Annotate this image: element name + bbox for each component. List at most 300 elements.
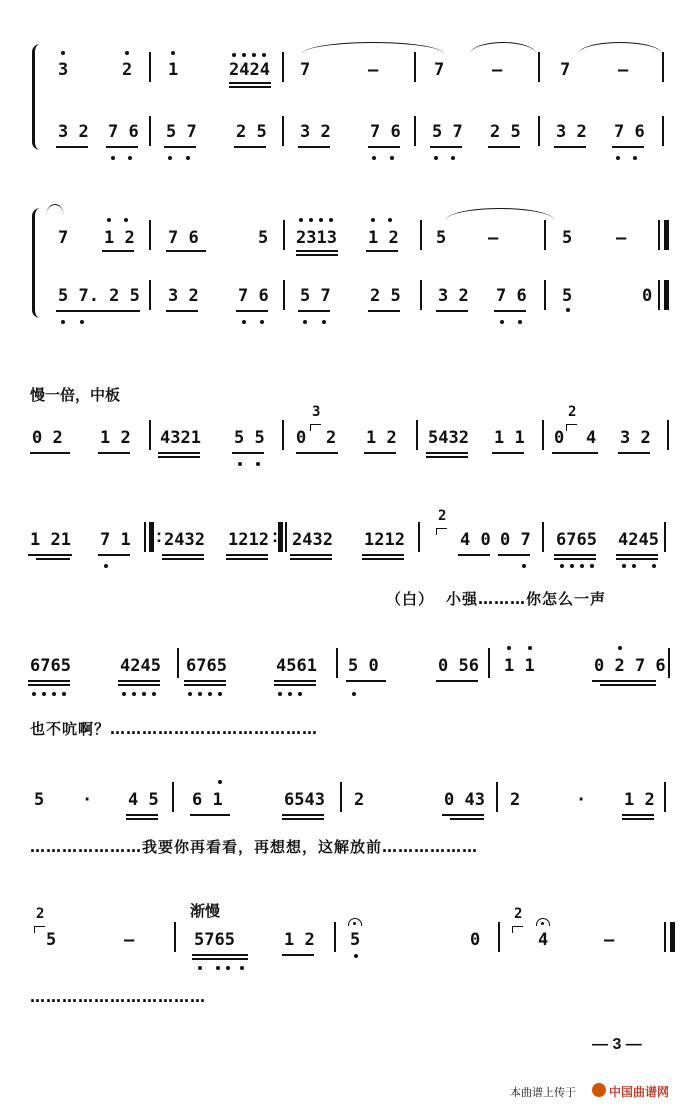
note: 2 xyxy=(326,428,337,448)
octave-dot xyxy=(652,564,656,568)
note: 5 7 xyxy=(166,122,197,142)
barline xyxy=(174,922,176,952)
underline xyxy=(494,310,526,312)
ritardando-marking: 渐慢 xyxy=(190,902,221,920)
barline xyxy=(542,420,544,450)
grace-note: 2 xyxy=(568,404,577,420)
note: 5 7 xyxy=(432,122,463,142)
octave-dot xyxy=(42,692,46,696)
note: 1212 xyxy=(228,530,269,550)
octave-dot xyxy=(528,646,532,650)
line-7 xyxy=(0,930,700,970)
barline xyxy=(144,522,146,552)
note: 5 xyxy=(350,930,361,950)
underline xyxy=(554,554,596,556)
underline xyxy=(56,310,140,312)
underline xyxy=(616,554,658,556)
note: 0 2 7 6 xyxy=(594,656,666,676)
note: 4245 xyxy=(120,656,161,676)
octave-dot xyxy=(618,646,622,650)
note: 7 1 xyxy=(100,530,131,550)
lyric-line: 也不吭啊？………………………………… xyxy=(30,720,319,738)
grace-tie xyxy=(34,926,45,933)
note: 1 21 xyxy=(30,530,71,550)
note: 5 xyxy=(34,790,45,810)
final-barline xyxy=(664,220,669,250)
underline xyxy=(362,558,404,560)
note: 3 2 xyxy=(556,122,587,142)
note: 0 43 xyxy=(444,790,485,810)
note: 5 xyxy=(562,286,573,306)
octave-dot xyxy=(570,564,574,568)
underline xyxy=(282,954,314,956)
note: 1 2 xyxy=(366,428,397,448)
octave-dot xyxy=(52,692,56,696)
octave-dot xyxy=(232,53,236,57)
underline xyxy=(236,310,268,312)
note: 5 xyxy=(562,228,573,248)
note: 7 xyxy=(560,60,571,80)
line-3 xyxy=(0,428,700,468)
octave-dot xyxy=(142,692,146,696)
octave-dot xyxy=(322,320,326,324)
slur xyxy=(446,208,554,221)
underline xyxy=(364,452,396,454)
barline xyxy=(662,52,664,82)
lyric-line: 小强………你怎么一声 xyxy=(446,590,607,608)
rest: 0 xyxy=(470,930,481,950)
note: 0 xyxy=(296,428,307,448)
octave-dot xyxy=(434,156,438,160)
note: 5 5 xyxy=(234,428,265,448)
barline xyxy=(538,116,540,146)
note: 4561 xyxy=(276,656,317,676)
underline xyxy=(184,684,226,686)
octave-dot xyxy=(622,564,626,568)
note: 3 2 xyxy=(58,122,89,142)
final-barline xyxy=(670,922,675,952)
grace-note: 2 xyxy=(36,906,45,922)
underline xyxy=(290,558,332,560)
barline xyxy=(336,648,338,678)
octave-dot xyxy=(186,156,190,160)
octave-dot xyxy=(451,156,455,160)
note: 0 2 xyxy=(32,428,63,448)
underline xyxy=(102,250,134,252)
underline xyxy=(554,558,596,560)
underline xyxy=(426,456,468,458)
octave-dot xyxy=(198,692,202,696)
underline xyxy=(290,554,332,556)
barline xyxy=(285,522,287,552)
octave-dot xyxy=(80,320,84,324)
note: 6 1 xyxy=(192,790,223,810)
underline xyxy=(426,452,468,454)
note: 4 xyxy=(538,930,549,950)
note: 3 2 xyxy=(168,286,199,306)
system-2-lower xyxy=(0,286,700,326)
underline xyxy=(234,146,266,148)
grace-tie xyxy=(512,926,523,933)
barline xyxy=(538,52,540,82)
page-number: — 3 — xyxy=(592,1036,642,1053)
octave-dot xyxy=(354,954,358,958)
note: 7 xyxy=(434,60,445,80)
note: 5 7 xyxy=(300,286,331,306)
underline xyxy=(106,146,138,148)
underline xyxy=(498,554,530,556)
repeat-dots: : xyxy=(272,526,278,546)
lyric-line: …………………………… xyxy=(30,988,206,1006)
slur xyxy=(578,42,662,55)
note: 7 6 xyxy=(108,122,139,142)
barline xyxy=(544,280,546,310)
octave-dot xyxy=(252,53,256,57)
note: 6765 xyxy=(30,656,71,676)
octave-dot xyxy=(226,966,230,970)
note: 2 5 xyxy=(370,286,401,306)
note: 5 xyxy=(436,228,447,248)
grace-note: 3 xyxy=(312,404,321,420)
octave-dot xyxy=(329,218,333,222)
note: 1212 xyxy=(364,530,405,550)
barline xyxy=(544,220,546,250)
underline xyxy=(346,680,386,682)
octave-dot xyxy=(124,218,128,222)
underline xyxy=(192,958,248,960)
octave-dot xyxy=(507,646,511,650)
barline xyxy=(664,922,666,952)
note: 4 5 xyxy=(128,790,159,810)
repeat-barline xyxy=(278,522,283,552)
underline xyxy=(56,146,88,148)
note: 2 xyxy=(354,790,365,810)
note: 2 xyxy=(510,790,521,810)
octave-dot xyxy=(299,218,303,222)
underline xyxy=(28,680,70,682)
underline xyxy=(158,452,200,454)
underline xyxy=(488,146,520,148)
dash: — xyxy=(368,60,379,80)
barline xyxy=(488,648,490,678)
barline xyxy=(664,782,666,812)
octave-dot xyxy=(560,564,564,568)
octave-dot xyxy=(216,966,220,970)
octave-dot xyxy=(107,218,111,222)
octave-dot xyxy=(242,53,246,57)
fermata-dot xyxy=(353,922,356,925)
barline xyxy=(149,116,151,146)
underline xyxy=(98,554,130,556)
octave-dot xyxy=(390,156,394,160)
dash: — xyxy=(124,930,135,950)
octave-dot xyxy=(242,320,246,324)
note: 1 xyxy=(168,60,179,80)
barline xyxy=(664,522,666,552)
underline xyxy=(282,818,324,820)
note: 7 6 xyxy=(370,122,401,142)
note: 2 xyxy=(122,60,133,80)
underline xyxy=(229,86,271,88)
octave-dot xyxy=(522,564,526,568)
underline xyxy=(298,310,330,312)
note: 3 2 xyxy=(438,286,469,306)
spoken-prefix: （白） xyxy=(386,590,435,608)
note: 1 2 xyxy=(284,930,315,950)
note: 6765 xyxy=(556,530,597,550)
note: 6765 xyxy=(186,656,227,676)
octave-dot xyxy=(132,692,136,696)
octave-dot xyxy=(240,966,244,970)
note: 4245 xyxy=(618,530,659,550)
octave-dot xyxy=(309,218,313,222)
grace-tie xyxy=(566,424,577,431)
octave-dot xyxy=(61,51,65,55)
note: 3 2 xyxy=(300,122,331,142)
note: 1 2 xyxy=(368,228,399,248)
underline xyxy=(192,954,248,956)
note: 4321 xyxy=(160,428,201,448)
barline xyxy=(149,220,151,250)
underline xyxy=(600,684,656,686)
note: 2 5 xyxy=(490,122,521,142)
barline xyxy=(283,220,285,250)
note: 5 xyxy=(258,228,269,248)
underline xyxy=(166,310,198,312)
dot-extension: · xyxy=(576,790,587,810)
note: 3 2 xyxy=(620,428,651,448)
note: 1 2 xyxy=(100,428,131,448)
barline xyxy=(282,116,284,146)
note: 0 56 xyxy=(438,656,479,676)
dash: — xyxy=(488,228,499,248)
underline xyxy=(162,554,204,556)
tie xyxy=(46,204,64,217)
underline xyxy=(298,146,330,148)
fermata-dot xyxy=(541,922,544,925)
barline xyxy=(498,922,500,952)
note: 2432 xyxy=(292,530,333,550)
barline xyxy=(420,280,422,310)
octave-dot xyxy=(208,692,212,696)
octave-dot xyxy=(580,564,584,568)
note: 5 7. 2 5 xyxy=(58,286,140,306)
note: 7 xyxy=(300,60,311,80)
note: 5765 xyxy=(194,930,235,950)
octave-dot xyxy=(319,218,323,222)
barline xyxy=(667,420,669,450)
barline xyxy=(662,116,664,146)
note: 3 xyxy=(58,60,69,80)
underline xyxy=(162,558,204,560)
octave-dot xyxy=(260,320,264,324)
octave-dot xyxy=(122,692,126,696)
octave-dot xyxy=(256,462,260,466)
underline xyxy=(592,680,656,682)
barline xyxy=(283,280,285,310)
octave-dot xyxy=(168,156,172,160)
octave-dot xyxy=(590,564,594,568)
underline xyxy=(28,684,70,686)
grace-tie xyxy=(436,528,447,535)
octave-dot xyxy=(128,156,132,160)
note: 0 xyxy=(554,428,565,448)
grace-note: 2 xyxy=(514,906,523,922)
octave-dot xyxy=(518,320,522,324)
underline xyxy=(296,250,338,252)
octave-dot xyxy=(388,218,392,222)
underline xyxy=(368,310,400,312)
octave-dot xyxy=(372,156,376,160)
underline xyxy=(226,558,268,560)
grace-note: 2 xyxy=(438,508,447,524)
octave-dot xyxy=(32,692,36,696)
note: 4 0 xyxy=(460,530,491,550)
note: 2 5 xyxy=(236,122,267,142)
note: 1 1 xyxy=(494,428,525,448)
footer-text: 本曲谱上传于 xyxy=(510,1086,576,1099)
barline xyxy=(418,522,420,552)
underline xyxy=(166,250,206,252)
note: 1 1 xyxy=(504,656,535,676)
barline xyxy=(416,420,418,450)
note: 2424 xyxy=(229,60,270,80)
barline xyxy=(149,52,151,82)
octave-dot xyxy=(171,51,175,55)
system-1-upper xyxy=(0,60,700,100)
barline xyxy=(658,280,660,310)
barline xyxy=(414,52,416,82)
octave-dot xyxy=(616,156,620,160)
octave-dot xyxy=(352,692,356,696)
octave-dot xyxy=(152,692,156,696)
octave-dot xyxy=(500,320,504,324)
octave-dot xyxy=(633,156,637,160)
dash: — xyxy=(604,930,615,950)
octave-dot xyxy=(104,564,108,568)
octave-dot xyxy=(303,320,307,324)
note: 7 6 xyxy=(238,286,269,306)
barline xyxy=(340,782,342,812)
underline xyxy=(118,680,160,682)
octave-dot xyxy=(632,564,636,568)
underline xyxy=(362,554,404,556)
note: 1 2 xyxy=(624,790,655,810)
octave-dot xyxy=(218,780,222,784)
underline xyxy=(430,146,462,148)
underline xyxy=(492,452,524,454)
underline xyxy=(616,558,658,560)
underline xyxy=(282,814,324,816)
underline xyxy=(554,146,586,148)
octave-dot xyxy=(111,156,115,160)
octave-dot xyxy=(298,692,302,696)
underline xyxy=(190,814,230,816)
octave-dot xyxy=(188,692,192,696)
underline xyxy=(274,684,316,686)
underline xyxy=(436,310,468,312)
underline xyxy=(274,680,316,682)
barline xyxy=(149,420,151,450)
lyric-line: …………………我要你再看看，再想想，这解放前……………… xyxy=(30,838,479,856)
barline xyxy=(542,522,544,552)
octave-dot xyxy=(238,462,242,466)
note: 5 0 xyxy=(348,656,379,676)
line-6 xyxy=(0,790,700,830)
line-5 xyxy=(0,656,700,696)
underline xyxy=(164,146,196,148)
tempo-marking: 慢一倍，中板 xyxy=(30,386,121,404)
note: 7 xyxy=(58,228,69,248)
barline xyxy=(496,782,498,812)
underline xyxy=(622,814,654,816)
underline xyxy=(126,814,158,816)
note: 2313 xyxy=(296,228,337,248)
barline xyxy=(282,52,284,82)
repeat-dots: : xyxy=(156,526,162,546)
underline xyxy=(296,254,338,256)
note: 0 7 xyxy=(500,530,531,550)
dash: — xyxy=(618,60,629,80)
underline xyxy=(36,558,70,560)
octave-dot xyxy=(62,692,66,696)
note: 7 6 xyxy=(614,122,645,142)
barline xyxy=(334,922,336,952)
barline xyxy=(177,648,179,678)
octave-dot xyxy=(198,966,202,970)
dash: — xyxy=(492,60,503,80)
system-1-lower xyxy=(0,122,700,162)
underline xyxy=(158,456,200,458)
underline xyxy=(436,680,478,682)
note: 7 6 xyxy=(168,228,199,248)
logo-icon xyxy=(592,1083,606,1097)
grace-tie xyxy=(310,424,321,431)
underline xyxy=(226,554,268,556)
underline xyxy=(366,250,398,252)
note: 6543 xyxy=(284,790,325,810)
octave-dot xyxy=(566,308,570,312)
site-logo[interactable]: 中国曲谱网 xyxy=(609,1085,670,1099)
barline xyxy=(668,648,670,678)
barline xyxy=(658,220,660,250)
underline xyxy=(184,680,226,682)
octave-dot xyxy=(262,53,266,57)
system-2-upper xyxy=(0,228,700,268)
underline xyxy=(126,818,158,820)
dot-extension: · xyxy=(82,790,93,810)
barline xyxy=(282,420,284,450)
barline xyxy=(414,116,416,146)
underline xyxy=(622,818,654,820)
underline xyxy=(552,452,598,454)
rest: 0 xyxy=(642,286,653,306)
underline xyxy=(30,452,70,454)
slur xyxy=(470,42,536,55)
underline xyxy=(612,146,644,148)
underline xyxy=(296,452,338,454)
underline xyxy=(229,82,271,84)
octave-dot xyxy=(371,218,375,222)
dash: — xyxy=(616,228,627,248)
octave-dot xyxy=(288,692,292,696)
underline xyxy=(368,146,400,148)
barline xyxy=(149,280,151,310)
underline xyxy=(458,554,490,556)
underline xyxy=(98,452,130,454)
slur xyxy=(302,42,444,55)
note: 4 xyxy=(586,428,597,448)
